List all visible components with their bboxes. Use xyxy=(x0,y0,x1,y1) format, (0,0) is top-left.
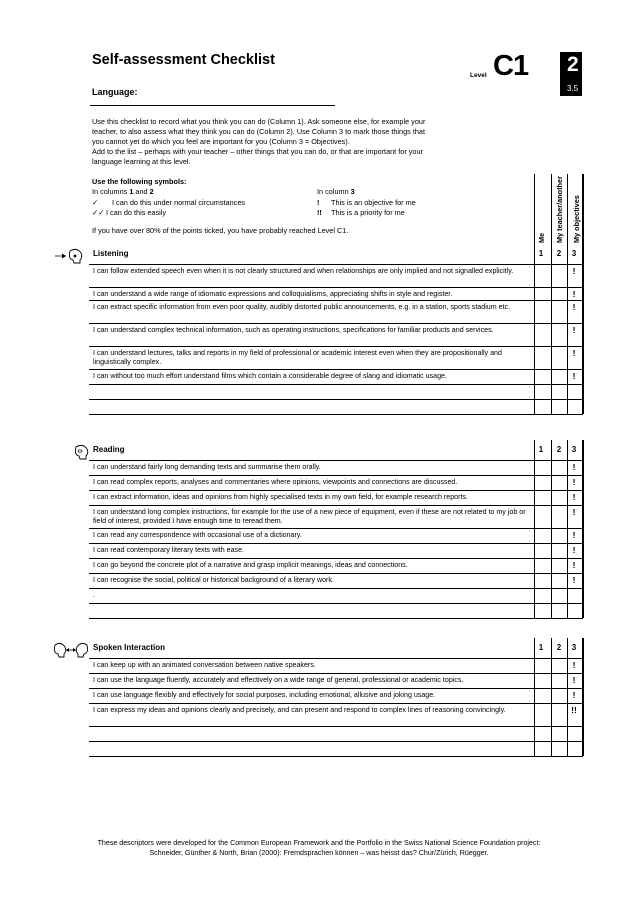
symbol-meaning: This is an objective for me xyxy=(331,197,416,207)
row-rule xyxy=(89,673,583,674)
symbol-meaning: I can do this easily xyxy=(106,208,167,217)
checklist-item-text: I can follow extended speech even when it is not clearly structured and when relationships are only implied and not signalled explicitly. xyxy=(93,267,514,275)
footer-credit xyxy=(0,838,638,858)
objective-mark: ! xyxy=(572,660,576,670)
checklist-cell-col1[interactable] xyxy=(535,604,550,617)
column-number-1: 1 xyxy=(538,445,544,454)
checklist-cell-col3[interactable] xyxy=(568,742,581,755)
check-icon: ✓ xyxy=(92,197,99,207)
objective-mark: ! xyxy=(572,462,576,472)
checklist-item-text: I can understand lectures, talks and reports in my field of professional or academic interest even when they are propositionally and linguistically complex. xyxy=(93,349,502,367)
two-heads-icon xyxy=(51,640,91,665)
checklist-cell-col2[interactable] xyxy=(552,727,566,740)
checklist-cell-col3[interactable] xyxy=(568,727,581,740)
column-number-3: 3 xyxy=(571,445,577,454)
section-header-rule xyxy=(89,264,583,265)
checklist-cell-col1[interactable] xyxy=(535,704,550,725)
section-tab-number: 2 xyxy=(567,53,579,76)
checklist-item-text: I can use the language fluently, accurately and effectively on a wide range of general, professional or academic topics. xyxy=(93,676,464,684)
checklist-cell-col1[interactable] xyxy=(535,301,550,322)
objective-mark: ! xyxy=(572,492,576,502)
checklist-cell-col1[interactable] xyxy=(535,288,550,299)
checklist-item-text: I can extract information, ideas and opinions from highly specialised texts in my own field, for example research reports. xyxy=(93,493,468,501)
row-rule xyxy=(89,618,583,619)
symbols-and-text: and xyxy=(133,187,150,196)
checklist-item-text: I can understand a wide range of idiomatic expressions and colloquialisms, appreciating shifts in style and register. xyxy=(93,290,453,298)
symbol-meaning: I can do this under normal circumstances xyxy=(112,197,246,207)
checklist-cell-col2[interactable] xyxy=(552,385,566,398)
column-number-3: 3 xyxy=(571,643,577,652)
column-header-me: Me xyxy=(537,232,546,243)
symbols-col2-number: 2 xyxy=(149,187,154,196)
objective-mark: ! xyxy=(572,545,576,555)
instructions-line: Use this checklist to record what you think you can do (Column 1). Ask someone else, for example your xyxy=(92,117,426,126)
exclamation-icon: ! xyxy=(317,197,320,207)
row-rule xyxy=(89,369,583,370)
section-header-rule xyxy=(89,460,583,461)
level-note: If you have over 80% of the points ticked, you have probably reached Level C1. xyxy=(92,226,349,235)
instructions-line: you cannot yet do which you feel are important for you (Column 3 = Objectives). xyxy=(92,137,350,146)
row-rule xyxy=(89,528,583,529)
objective-mark: ! xyxy=(572,371,576,381)
section-tab-subnumber: 3.5 xyxy=(567,84,579,93)
checklist-item-text: . xyxy=(93,591,95,599)
row-rule xyxy=(89,490,583,491)
checklist-cell-col3[interactable] xyxy=(568,604,581,617)
objective-mark: !! xyxy=(571,705,577,715)
instructions-line: teacher, to also assess what they think you can do (Column 2). Use Column 3 to mark those things that xyxy=(92,127,425,136)
objective-mark: ! xyxy=(572,690,576,700)
row-rule xyxy=(89,346,583,347)
checklist-item-text: I can recognise the social, political or historical background of a literary work. xyxy=(93,576,334,584)
checklist-cell-col1[interactable] xyxy=(535,370,550,383)
row-rule xyxy=(89,287,583,288)
checklist-item-text: I can understand complex technical information, such as operating instructions, specifications for familiar products and services. xyxy=(93,326,494,334)
footer-line: Schneider, Günther & North, Brian (2000): Fremdsprachen können – was heisst das? Chur/Zürich, Rüegger. xyxy=(149,849,489,857)
checklist-item-text: I can express my ideas and opinions clearly and precisely, and can present and respond to complex lines of reasoning convincingly. xyxy=(93,706,506,714)
column-number-3: 3 xyxy=(571,249,577,258)
column-number-2: 2 xyxy=(556,643,562,652)
checklist-cell-col1[interactable] xyxy=(535,674,550,687)
page-title: Self-assessment Checklist xyxy=(92,52,275,68)
section-header-rule xyxy=(89,658,583,659)
row-rule xyxy=(89,603,583,604)
checklist-cell-col1[interactable] xyxy=(535,265,550,286)
checklist-cell-col1[interactable] xyxy=(535,589,550,602)
checklist-cell-col1[interactable] xyxy=(535,491,550,504)
row-rule xyxy=(89,323,583,324)
row-rule xyxy=(89,543,583,544)
column-number-2: 2 xyxy=(556,249,562,258)
row-rule xyxy=(89,573,583,574)
symbols-left-heading-text: In columns xyxy=(92,187,130,196)
checklist-cell-col1[interactable] xyxy=(535,529,550,542)
row-rule xyxy=(89,741,583,742)
column-header-teacher: My teacher/another xyxy=(555,176,564,243)
objective-mark: ! xyxy=(572,575,576,585)
checklist-item-text: I can extract specific information from even poor quality, audibly distorted public announcements, e.g. in a station, sports stadium etc. xyxy=(93,303,511,311)
symbols-col3-number: 3 xyxy=(350,187,355,196)
checklist-cell-col3[interactable] xyxy=(568,589,581,602)
checklist-item-text: I can read contemporary literary texts with ease. xyxy=(93,546,245,554)
level-label: Level xyxy=(470,72,487,79)
checklist-cell-col3[interactable] xyxy=(568,400,581,413)
checklist-cell-col2[interactable] xyxy=(552,400,566,413)
checklist-cell-col1[interactable] xyxy=(535,324,550,345)
objective-mark: ! xyxy=(572,560,576,570)
row-rule xyxy=(89,300,583,301)
footer-line: These descriptors were developed for the Common European Framework and the Portfolio in the Swiss National Science Foundation project: xyxy=(97,839,541,847)
row-rule xyxy=(89,475,583,476)
checklist-cell-col2[interactable] xyxy=(552,589,566,602)
checklist-item-text: I can go beyond the concrete plot of a narrative and grasp implicit meanings, ideas and connections. xyxy=(93,561,408,569)
column-header-objectives: My objectives xyxy=(572,195,581,243)
symbols-heading: Use the following symbols: xyxy=(92,177,187,186)
row-rule xyxy=(89,399,583,400)
section-title: Spoken Interaction xyxy=(93,643,166,652)
checklist-cell-col3[interactable] xyxy=(568,385,581,398)
objective-mark: ! xyxy=(572,325,576,335)
instructions-line: Add to the list – perhaps with your teacher – other things that you can do, or that are important for your xyxy=(92,147,423,156)
column-number-1: 1 xyxy=(538,643,544,652)
checklist-cell-col1[interactable] xyxy=(535,574,550,587)
section-title: Reading xyxy=(93,445,125,454)
objective-mark: ! xyxy=(572,507,576,517)
double-check-icon: ✓✓ xyxy=(92,208,105,217)
row-rule xyxy=(89,756,583,757)
checklist-cell-col1[interactable] xyxy=(535,461,550,474)
row-rule xyxy=(89,558,583,559)
eye-head-icon xyxy=(59,443,93,466)
checklist-item-text: I can understand long complex instructions, for example for the use of a new piece of equipment, even if these are not related to my job or field of interest, provided I have enough time to reread them. xyxy=(93,508,526,526)
instructions-line: language learning at this level. xyxy=(92,157,191,166)
objective-mark: ! xyxy=(572,348,576,358)
row-rule xyxy=(89,505,583,506)
checklist-item-text: I can read any correspondence with occasional use of a dictionary. xyxy=(93,531,302,539)
objective-mark: ! xyxy=(572,530,576,540)
double-exclamation-icon: !! xyxy=(317,208,322,217)
checklist-item-text: I can read complex reports, analyses and commentaries where opinions, viewpoints and connections are discussed. xyxy=(93,478,458,486)
checklist-cell-col2[interactable] xyxy=(552,742,566,755)
objective-mark: ! xyxy=(572,302,576,312)
checklist-item-text: I can keep up with an animated conversation between native speakers. xyxy=(93,661,316,669)
objective-mark: ! xyxy=(572,289,576,299)
row-rule xyxy=(89,384,583,385)
symbol-meaning: This is a priority for me xyxy=(331,208,405,217)
checklist-cell-col1[interactable] xyxy=(535,347,550,368)
checklist-cell-col1[interactable] xyxy=(535,506,550,527)
checklist-cell-col1[interactable] xyxy=(535,544,550,557)
row-rule xyxy=(89,726,583,727)
checklist-cell-col1[interactable] xyxy=(535,727,550,740)
checklist-cell-col1[interactable] xyxy=(535,400,550,413)
objective-mark: ! xyxy=(572,675,576,685)
checklist-item-text: I can use language flexibly and effectively for social purposes, including emotional, allusive and joking usage. xyxy=(93,691,436,699)
checklist-cell-col2[interactable] xyxy=(552,604,566,617)
row-rule xyxy=(89,688,583,689)
section-title: Listening xyxy=(93,249,129,258)
column-number-2: 2 xyxy=(556,445,562,454)
row-rule xyxy=(89,703,583,704)
objective-mark: ! xyxy=(572,266,576,276)
level-code: C1 xyxy=(493,50,529,82)
checklist-cell-col1[interactable] xyxy=(535,689,550,702)
objective-mark: ! xyxy=(572,477,576,487)
checklist-cell-col1[interactable] xyxy=(535,559,550,572)
checklist-cell-col1[interactable] xyxy=(535,659,550,672)
ear-head-icon xyxy=(53,247,87,270)
checklist-item-text: I can without too much effort understand films which contain a considerable degree of slang and idiomatic usage. xyxy=(93,372,447,380)
language-label: Language: xyxy=(92,87,138,97)
symbols-right-heading-text: In column xyxy=(317,187,351,196)
row-rule xyxy=(89,414,583,415)
column-number-1: 1 xyxy=(538,249,544,258)
symbols-col1-number: 1 xyxy=(129,187,134,196)
checklist-cell-col1[interactable] xyxy=(535,476,550,489)
row-rule xyxy=(89,588,583,589)
checklist-item-text: I can understand fairly long demanding texts and summarise them orally. xyxy=(93,463,321,471)
checklist-cell-col1[interactable] xyxy=(535,385,550,398)
checklist-cell-col1[interactable] xyxy=(535,742,550,755)
